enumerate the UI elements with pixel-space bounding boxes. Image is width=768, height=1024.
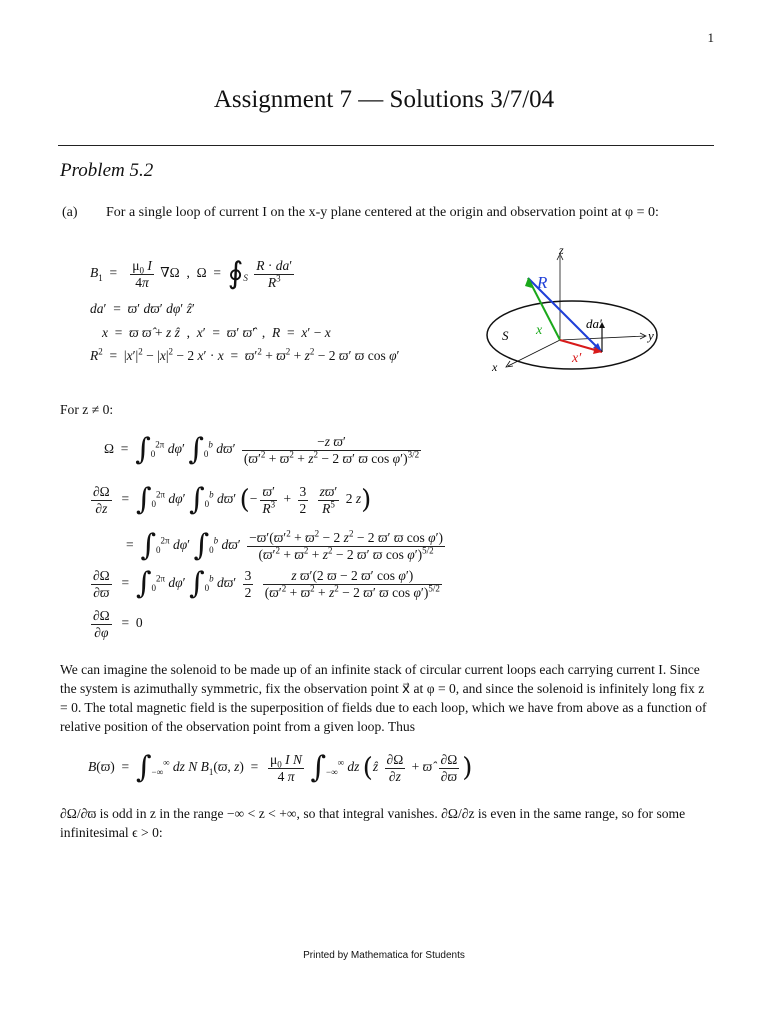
x-prime-vector-label: x′ [572,351,582,366]
page-number: 1 [707,30,714,45]
equation-omega: $\Omega = \int_0^{2\pi}$ dφ′ $\int_0^b$ dϖ′ $\frac{\text{−z ϖ′}}{(ϖ'^2 + ϖ^2 + z^2 - 2 ϖ' ϖ \cos \varphi')^{3/2}}$ [104,432,420,467]
odd-even-paragraph: ∂Ω/∂ϖ is odd in z in the range −∞ < z < +∞, so that integral vanishes. ∂Ω/∂z is even in the same range, so for some infinitesimal ϵ > 0: [60,806,686,840]
r-vector-label: R [537,273,548,292]
page-footer: Printed by Mathematica for Students [303,950,465,961]
for-z-text: For z ≠ 0: [60,402,114,417]
loop-geometry-diagram [480,248,680,383]
equation-domega-dphi: $\frac{\partial\Omega}{\partial\varphi}$ = 0 [93,608,143,640]
equation-b-solenoid: $B(ϖ) = \int_{-\infty}^\infty$ dz N $B_1(ϖ$, z) = $\frac{\mu_0 I N}{4 \pi}$ $\int_{-\infty}^\infty$ dz (ẑ $\frac{\partial\Omega}{\partial z}$ + ϖ̂ $\frac{\partial\Omega}{\partial ϖ}$ ) [88,750,473,785]
equation-domega-dz: $\frac{\partial\Omega}{\partial z}$ = $\int_0^{2\pi}$ dφ′ $\int_0^b$ dϖ′ (− $\frac{ϖ'}{R^3}$ + $\frac{3}{2}$ $\frac{zϖ'}{R^5}$ 2 z) [93,482,372,517]
part-description: For a single loop of current I on the x-y plane centered at the origin and observation point at φ = 0: [106,205,659,220]
da-vector-label: da′ [586,316,602,331]
y-axis-label: y [648,328,654,343]
solenoid-paragraph: We can imagine the solenoid to be made up of an infinite stack of circular current loops each carrying current I. Since the system is azimuthally symmetric, fix the observation point x⃗ at φ = 0, and since the solenoid is infinitely long fix z = 0. The total magnetic field is the superposition of fields due to each loop, which we have from above as a function of relative position of the observation point from a given loop. Thus [60,662,707,734]
equation-r-squared: $R^2 = |x'|^2 - |x|^2 - 2$ $x' \cdot x = ϖ'^2 + ϖ^2 + z^2 - 2$ ϖ′ ϖ cos φ′ [90,346,400,363]
equation-da: da′ = ϖ′ dϖ′ dφ′ ẑ′ [90,301,195,316]
problem-heading: Problem 5.2 [60,160,154,181]
surface-label: S [502,328,509,343]
equation-domega-dz-expanded: = $\int_0^{2\pi}$ dφ′ $\int_0^b$ dϖ′ $\frac{-ϖ'(ϖ'^2 + ϖ^2 - 2 z^2 - 2 ϖ' ϖ \cos \varphi')}{(ϖ'^2 + ϖ^2 + z^2 - 2 ϖ' ϖ \cos \varphi')^{5/2}}$ [126,528,444,563]
x-vector-label: x [536,323,543,338]
page-title: Assignment 7 — Solutions 3/7/04 [213,86,555,113]
part-label: (a) [62,205,78,220]
z-axis-label: z [559,248,564,257]
equation-b1: $B_1$ = $\frac{\mu_0 I}{4\pi}$ ∇Ω , $\Omega = ∮_S$ $\frac{R \cdot da'}{R^3}$ [90,256,293,291]
equation-vectors: x = ϖ ϖ̂ + z ẑ , x′ = ϖ′ ϖ̂′ , R = x′ − x [102,325,331,340]
x-axis-label: x [492,360,498,374]
equation-domega-dvarpi: $\frac{\partial\Omega}{\partial ϖ}$ = $\int_0^{2\pi}$ dφ′ $\int_0^b$ dϖ′ $\frac{3}{2}$ $\frac{\text{z ϖ′(2 ϖ − 2 ϖ′ cos φ′)}}{(ϖ'^2 + ϖ^2 + z^2 - 2 ϖ' ϖ \cos \varphi')^{5/2}}$ [93,566,440,601]
title-divider [58,145,714,146]
x-axis [508,340,560,366]
